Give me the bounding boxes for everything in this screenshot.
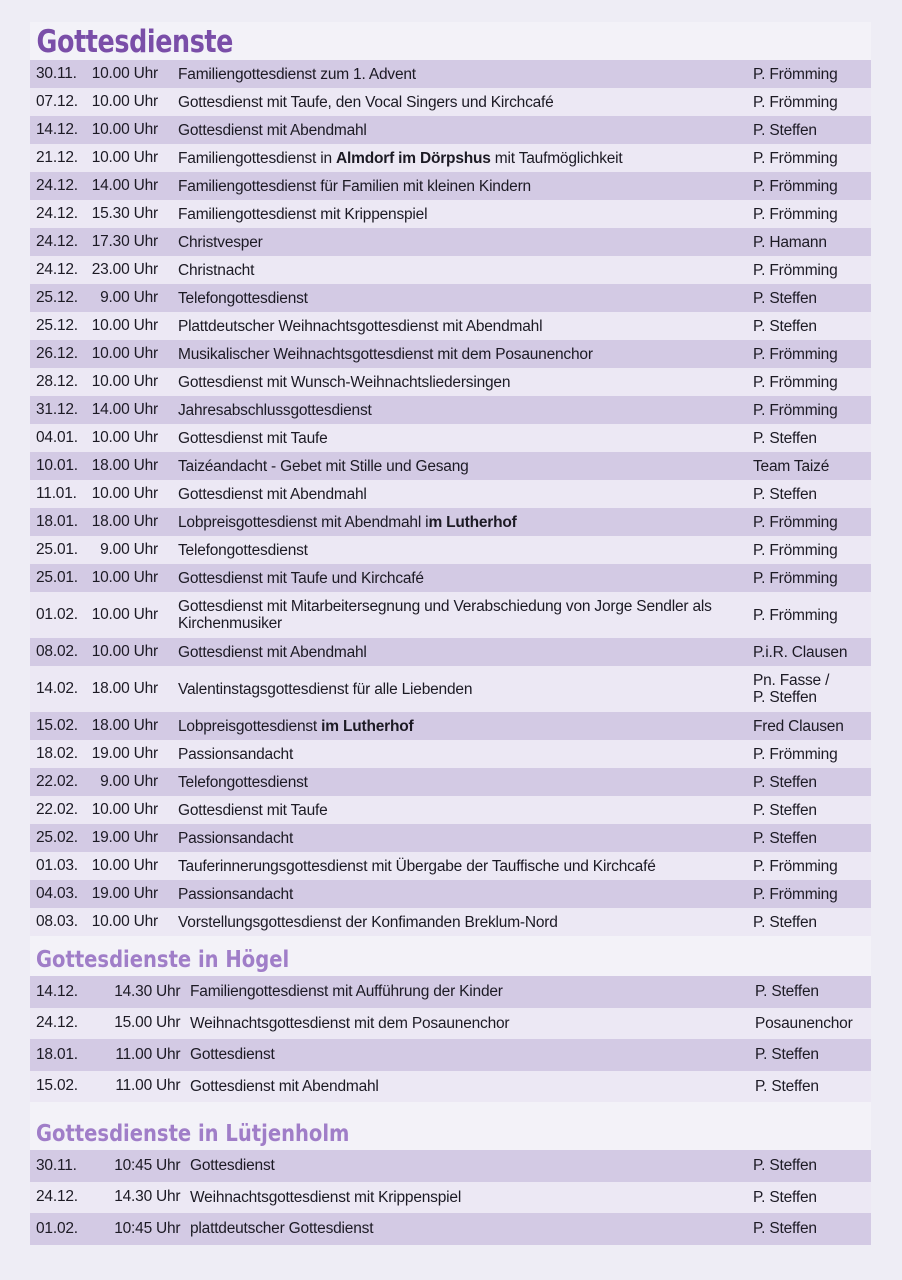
event-time: 14.30 — [114, 982, 152, 1000]
table-row — [30, 666, 871, 712]
table-row — [30, 768, 871, 796]
table-row — [30, 116, 871, 144]
officiant-name: P. Frömming — [753, 857, 838, 875]
event-time: 18.00 Uhr — [91, 717, 158, 734]
officiant-name: P. Steffen — [753, 829, 817, 847]
table-row — [30, 796, 871, 824]
event-title — [168, 774, 753, 791]
event-title-text: Gottesdienst — [190, 1046, 275, 1064]
officiant-name: P. Frömming — [753, 93, 838, 111]
event-time: 10.00 Uhr — [91, 65, 158, 82]
event-date: 04.01. — [36, 429, 78, 446]
event-officiant — [755, 1046, 871, 1063]
event-time: 9.00 Uhr — [100, 773, 158, 790]
event-time: 10.00 Uhr — [91, 485, 158, 502]
event-officiant — [753, 402, 871, 419]
event-time: 23.00 Uhr — [91, 261, 158, 278]
event-officiant — [753, 718, 871, 735]
hoegel-heading: Gottesdienste in Högel — [30, 942, 871, 976]
table-row — [30, 284, 871, 312]
event-officiant — [753, 318, 871, 335]
event-title — [168, 346, 753, 363]
event-title-text: Weihnachtsgottesdienst mit Krippenspiel — [190, 1188, 462, 1206]
event-title — [188, 1220, 753, 1237]
event-title — [188, 1157, 753, 1174]
event-title-text: Familiengottesdienst mit Krippenspiel — [178, 205, 428, 223]
event-time-unit: Uhr — [156, 1045, 181, 1063]
event-date: 31.12. — [36, 401, 78, 418]
event-title — [168, 94, 753, 111]
officiant-name: P. Frömming — [753, 205, 838, 223]
event-time: 19.00 Uhr — [91, 745, 158, 762]
event-title — [168, 718, 753, 735]
event-title — [168, 290, 753, 307]
event-officiant — [755, 1078, 871, 1095]
table-row — [30, 480, 871, 508]
event-title-text: Tauferinnerungsgottesdienst mit Übergabe der Tauffische und Kirchcafé — [178, 857, 656, 875]
event-time: 10.00 Uhr — [91, 429, 158, 446]
event-title — [168, 542, 753, 559]
table-row — [30, 200, 871, 228]
event-title — [168, 262, 753, 279]
event-title-text: plattdeutscher Gottesdienst — [190, 1220, 374, 1238]
event-title-text: Christvesper — [178, 233, 263, 251]
event-date: 18.02. — [36, 745, 78, 762]
event-title — [168, 681, 753, 698]
table-row — [30, 740, 871, 768]
event-officiant — [753, 94, 871, 111]
event-title-text: Passionsandacht — [178, 829, 294, 847]
event-date: 11.01. — [36, 485, 77, 502]
event-title — [168, 644, 753, 661]
table-row — [30, 256, 871, 284]
event-time: 10.00 Uhr — [91, 569, 158, 586]
event-officiant — [753, 374, 871, 391]
event-time: 10.00 Uhr — [91, 373, 158, 390]
event-date: 21.12. — [36, 149, 78, 166]
main-schedule-table — [30, 60, 871, 936]
event-title — [168, 830, 753, 847]
event-date: 22.02. — [36, 801, 78, 818]
table-row — [30, 396, 871, 424]
event-date: 18.01. — [36, 513, 78, 530]
event-officiant — [753, 206, 871, 223]
event-title-text: Familiengottesdienst in — [178, 149, 337, 167]
event-officiant — [753, 607, 871, 624]
event-officiant — [753, 774, 871, 791]
event-time: 10.00 Uhr — [91, 149, 158, 166]
event-title — [188, 1046, 755, 1063]
event-date: 24.12. — [36, 205, 78, 222]
table-row — [30, 824, 871, 852]
event-title-text: Gottesdienst mit Taufe — [178, 429, 328, 447]
officiant-name: P. Steffen — [753, 485, 817, 503]
event-time: 10.00 Uhr — [91, 857, 158, 874]
event-title — [168, 886, 753, 903]
event-time-unit: Uhr — [156, 982, 181, 1000]
event-date: 07.12. — [36, 93, 78, 110]
event-time: 10.00 Uhr — [91, 93, 158, 110]
event-location: Almdorf im Dörpshus — [336, 149, 491, 167]
table-row — [30, 312, 871, 340]
officiant-name: P. Frömming — [753, 373, 838, 391]
officiant-name: Pn. Fasse / — [753, 672, 830, 689]
event-officiant — [753, 802, 871, 819]
event-time: 9.00 Uhr — [100, 289, 158, 306]
event-date: 26.12. — [36, 345, 78, 362]
event-officiant — [753, 262, 871, 279]
event-title — [168, 914, 753, 931]
event-time-unit: Uhr — [156, 1077, 181, 1095]
officiant-name: P. Steffen — [753, 913, 817, 931]
table-row — [30, 1008, 871, 1040]
event-title-text: Gottesdienst mit Taufe und Kirchcafé — [178, 569, 424, 587]
event-title — [168, 514, 753, 531]
event-title — [188, 1189, 753, 1206]
event-time: 9.00 Uhr — [100, 541, 158, 558]
event-date: 18.01. — [36, 1045, 78, 1063]
event-title — [168, 802, 753, 819]
event-title — [168, 150, 753, 167]
officiant-name: P. Hamann — [753, 233, 827, 251]
event-officiant — [753, 234, 871, 251]
schedule-page — [30, 22, 871, 1245]
event-time-unit: Uhr — [156, 1188, 181, 1206]
event-date: 30.11. — [36, 1156, 77, 1174]
event-time: 18.00 Uhr — [91, 680, 158, 697]
event-officiant — [753, 830, 871, 847]
event-title-text: Gottesdienst mit Abendmahl — [178, 643, 367, 661]
event-title — [168, 178, 753, 195]
event-officiant — [753, 858, 871, 875]
event-officiant — [755, 1015, 871, 1032]
event-officiant — [753, 178, 871, 195]
table-row — [30, 852, 871, 880]
table-row — [30, 1213, 871, 1245]
event-title — [168, 374, 753, 391]
event-title-text: Gottesdienst mit Wunsch-Weihnachtsliedersingen — [178, 373, 511, 391]
event-time: 10.00 Uhr — [91, 913, 158, 930]
event-date: 24.12. — [36, 177, 78, 194]
event-time: 15.00 — [114, 1014, 152, 1032]
event-date: 04.03. — [36, 885, 78, 902]
officiant-name: P. Frömming — [753, 149, 838, 167]
event-officiant — [753, 486, 871, 503]
officiant-name: P. Frömming — [753, 606, 838, 624]
officiant-name: P. Frömming — [753, 541, 838, 559]
event-title-text: Weihnachtsgottesdienst mit dem Posaunenchor — [190, 1014, 510, 1032]
event-date: 01.03. — [36, 857, 78, 874]
event-time: 10:45 — [114, 1219, 152, 1237]
event-officiant — [753, 746, 871, 763]
event-date: 24.12. — [36, 233, 78, 250]
event-location: im Lutherhof — [321, 717, 414, 735]
event-officiant — [753, 914, 871, 931]
event-title — [188, 1015, 755, 1032]
event-date: 08.03. — [36, 913, 78, 930]
event-title-text: Familiengottesdienst für Familien mit kleinen Kindern — [178, 177, 531, 195]
officiant-name: P. Steffen — [753, 317, 817, 335]
event-title-text: Gottesdienst mit Abendmahl — [178, 485, 367, 503]
event-title — [168, 122, 753, 139]
officiant-name: P. Steffen — [753, 1220, 817, 1238]
event-title-text: mit Taufmöglichkeit — [490, 149, 623, 167]
event-time: 17.30 Uhr — [91, 233, 158, 250]
event-time: 10.00 Uhr — [91, 643, 158, 660]
event-time-unit: Uhr — [156, 1156, 181, 1174]
event-title — [168, 570, 753, 587]
officiant-name: P. Steffen — [753, 1188, 817, 1206]
event-officiant — [755, 983, 871, 1000]
event-title-text: Telefongottesdienst — [178, 541, 308, 559]
event-title-text: Lobpreisgottesdienst mit Abendmahl i — [178, 513, 429, 531]
event-title-text: Valentinstagsgottesdienst für alle Liebenden — [178, 680, 473, 698]
event-date: 28.12. — [36, 373, 78, 390]
table-row — [30, 638, 871, 666]
officiant-name-line2: P. Steffen — [753, 689, 817, 706]
event-title — [168, 206, 753, 223]
event-title-text-line2: Kirchenmusiker — [178, 615, 283, 632]
officiant-name: Posaunenchor — [755, 1014, 853, 1032]
event-time: 19.00 Uhr — [91, 885, 158, 902]
officiant-name: P. Frömming — [753, 345, 838, 363]
officiant-name: Team Taizé — [753, 457, 830, 475]
event-time: 14.30 — [114, 1188, 152, 1206]
event-time: 10.00 Uhr — [91, 121, 158, 138]
officiant-name: P. Frömming — [753, 65, 838, 83]
officiant-name: P. Frömming — [753, 885, 838, 903]
event-date: 24.12. — [36, 261, 78, 278]
event-officiant — [753, 644, 871, 661]
officiant-name: P. Frömming — [753, 177, 838, 195]
officiant-name: P. Frömming — [753, 261, 838, 279]
page-title: Gottesdienste — [36, 24, 234, 60]
event-time-unit: Uhr — [156, 1014, 181, 1032]
event-time: 18.00 Uhr — [91, 513, 158, 530]
event-officiant — [753, 542, 871, 559]
event-time: 10:45 — [114, 1156, 152, 1174]
officiant-name: P.i.R. Clausen — [753, 643, 848, 661]
event-officiant — [753, 514, 871, 531]
officiant-name: Fred Clausen — [753, 717, 844, 735]
event-date: 25.12. — [36, 289, 78, 306]
event-title-text: Gottesdienst mit Taufe — [178, 801, 328, 819]
event-title — [168, 430, 753, 447]
event-title — [168, 858, 753, 875]
event-title-text: Gottesdienst mit Mitarbeitersegnung und Verabschiedung von Jorge Sendler als — [178, 598, 712, 615]
event-date: 15.02. — [36, 1077, 78, 1095]
officiant-name: P. Steffen — [755, 983, 819, 1001]
event-title-text: Lobpreisgottesdienst — [178, 717, 322, 735]
event-date: 14.12. — [36, 982, 78, 1000]
event-time: 14.00 Uhr — [91, 401, 158, 418]
event-time: 10.00 Uhr — [91, 317, 158, 334]
event-title-text: Familiengottesdienst zum 1. Advent — [178, 65, 416, 83]
event-officiant — [753, 66, 871, 83]
event-officiant — [753, 1189, 871, 1206]
officiant-name: P. Steffen — [755, 1046, 819, 1064]
event-officiant — [753, 458, 871, 475]
table-row — [30, 564, 871, 592]
officiant-name: P. Steffen — [753, 121, 817, 139]
table-row — [30, 712, 871, 740]
table-row — [30, 368, 871, 396]
table-row — [30, 340, 871, 368]
event-officiant — [753, 150, 871, 167]
event-date: 30.11. — [36, 65, 77, 82]
event-time: 18.00 Uhr — [91, 457, 158, 474]
officiant-name: P. Steffen — [753, 801, 817, 819]
event-date: 25.01. — [36, 541, 78, 558]
event-title — [168, 66, 753, 83]
event-time: 10.00 Uhr — [91, 606, 158, 623]
event-time: 10.00 Uhr — [91, 345, 158, 362]
event-title-text: Telefongottesdienst — [178, 773, 308, 791]
event-officiant — [753, 1220, 871, 1237]
event-officiant — [753, 346, 871, 363]
event-time: 14.00 Uhr — [91, 177, 158, 194]
event-title-text: Passionsandacht — [178, 885, 294, 903]
event-time: 11.00 — [115, 1045, 152, 1063]
officiant-name: P. Steffen — [753, 289, 817, 307]
table-row — [30, 1182, 871, 1214]
table-row — [30, 1071, 871, 1103]
event-date: 01.02. — [36, 1219, 78, 1237]
officiant-name: P. Frömming — [753, 513, 838, 531]
table-row — [30, 172, 871, 200]
officiant-name: P. Frömming — [753, 569, 838, 587]
event-title — [168, 234, 753, 251]
hoegel-schedule-table — [30, 976, 871, 1102]
event-title-text: Christnacht — [178, 261, 255, 279]
event-date: 22.02. — [36, 773, 78, 790]
officiant-name: P. Steffen — [755, 1077, 819, 1095]
event-title — [168, 318, 753, 335]
event-title — [168, 746, 753, 763]
event-date: 10.01. — [36, 457, 78, 474]
table-row — [30, 1039, 871, 1071]
event-date: 08.02. — [36, 643, 78, 660]
luetjenholm-schedule-table — [30, 1150, 871, 1245]
event-title-text: Plattdeutscher Weihnachtsgottesdienst mit Abendmahl — [178, 317, 543, 335]
event-date: 25.02. — [36, 829, 78, 846]
table-row — [30, 424, 871, 452]
event-date: 14.12. — [36, 121, 78, 138]
event-date: 24.12. — [36, 1188, 78, 1206]
officiant-name: P. Steffen — [753, 773, 817, 791]
event-date: 25.01. — [36, 569, 78, 586]
event-title-text: Telefongottesdienst — [178, 289, 308, 307]
event-officiant — [753, 886, 871, 903]
event-time: 11.00 — [115, 1077, 152, 1095]
event-date: 01.02. — [36, 606, 78, 623]
table-row — [30, 60, 871, 88]
table-row — [30, 508, 871, 536]
event-location: m Lutherhof — [428, 513, 517, 531]
event-date: 15.02. — [36, 717, 78, 734]
event-title — [168, 402, 753, 419]
table-row — [30, 908, 871, 936]
event-title — [188, 983, 755, 1000]
event-title-text: Musikalischer Weihnachtsgottesdienst mit dem Posaunenchor — [178, 345, 593, 363]
event-officiant — [753, 122, 871, 139]
event-officiant — [753, 290, 871, 307]
event-time: 10.00 Uhr — [91, 801, 158, 818]
officiant-name: P. Frömming — [753, 745, 838, 763]
event-date: 14.02. — [36, 680, 78, 697]
officiant-name: P. Steffen — [753, 429, 817, 447]
event-title — [188, 1078, 755, 1095]
officiant-name: P. Steffen — [753, 1157, 817, 1175]
event-officiant — [753, 672, 871, 706]
event-title — [168, 486, 753, 503]
event-title-text: Jahresabschlussgottesdienst — [178, 401, 372, 419]
event-officiant — [753, 430, 871, 447]
officiant-name: P. Frömming — [753, 401, 838, 419]
table-row — [30, 144, 871, 172]
event-officiant — [753, 1157, 871, 1174]
event-title-text: Familiengottesdienst mit Aufführung der Kinder — [190, 983, 503, 1001]
event-title-text: Gottesdienst mit Abendmahl — [190, 1077, 379, 1095]
event-title-text: Gottesdienst mit Abendmahl — [178, 121, 367, 139]
table-row — [30, 452, 871, 480]
event-date: 24.12. — [36, 1014, 78, 1032]
event-title-text: Vorstellungsgottesdienst der Konfimanden Breklum-Nord — [178, 913, 558, 931]
event-title-text: Gottesdienst mit Taufe, den Vocal Singers und Kirchcafé — [178, 93, 554, 111]
table-row — [30, 88, 871, 116]
table-row — [30, 976, 871, 1008]
event-title-text: Passionsandacht — [178, 745, 294, 763]
event-time: 15.30 Uhr — [91, 205, 158, 222]
event-title — [168, 458, 753, 475]
event-officiant — [753, 570, 871, 587]
event-title — [168, 598, 753, 632]
luetjenholm-heading: Gottesdienste in Lütjenholm — [30, 1116, 871, 1150]
table-row — [30, 1150, 871, 1182]
table-row — [30, 228, 871, 256]
table-row — [30, 536, 871, 564]
event-time: 19.00 Uhr — [91, 829, 158, 846]
table-row — [30, 880, 871, 908]
table-row — [30, 592, 871, 638]
event-title-text: Taizéandacht - Gebet mit Stille und Gesang — [178, 457, 469, 475]
event-title-text: Gottesdienst — [190, 1157, 275, 1175]
event-date: 25.12. — [36, 317, 78, 334]
event-time-unit: Uhr — [156, 1219, 181, 1237]
